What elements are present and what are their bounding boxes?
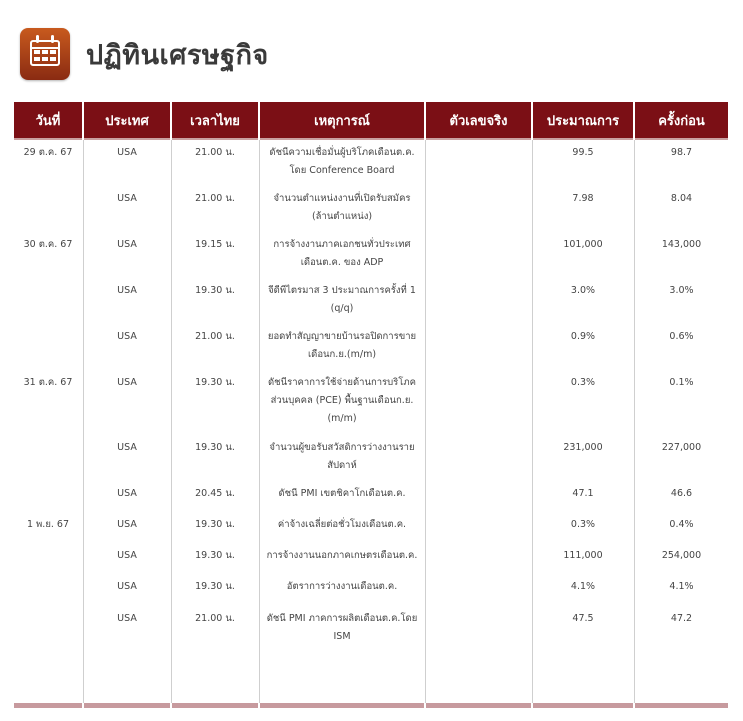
cell-time: 21.00 น.: [195, 613, 235, 624]
cell-time: 19.30 น.: [195, 377, 235, 388]
table-footer-bar: [533, 703, 633, 708]
cell-time: 20.45 น.: [195, 488, 235, 499]
cell-forecast: 0.3%: [570, 377, 596, 388]
cell-date: 29 ต.ค. 67: [23, 147, 73, 158]
cell-forecast: 231,000: [563, 442, 603, 453]
cell-event: อัตราการว่างงานเดือนต.ค.: [286, 581, 398, 592]
cell-previous: 254,000: [661, 550, 702, 561]
cell-country: USA: [117, 613, 137, 624]
table-footer-bar: [426, 703, 531, 708]
cell-event: จีดีพีไตรมาส 3 ประมาณการครั้งที่ 1 (q/q): [268, 285, 416, 314]
col-header-country: ประเทศ: [84, 102, 170, 140]
cell-previous: 0.4%: [669, 519, 694, 530]
cell-country: USA: [117, 442, 137, 453]
cell-forecast: 0.3%: [570, 519, 596, 530]
table-footer-bar: [172, 703, 258, 708]
column-divider: [259, 140, 260, 703]
col-header-event: เหตุการณ์: [260, 102, 424, 140]
cell-forecast: 47.1: [572, 488, 594, 499]
cell-time: 21.00 น.: [195, 147, 235, 158]
cell-event: ค่าจ้างเฉลี่ยต่อชั่วโมงเดือนต.ค.: [277, 519, 407, 530]
cell-date: 31 ต.ค. 67: [23, 377, 73, 388]
cell-date: 1 พ.ย. 67: [26, 519, 70, 530]
cell-time: 19.30 น.: [195, 442, 235, 453]
cell-previous: 0.6%: [669, 331, 694, 342]
cell-previous: 98.7: [670, 147, 693, 158]
cell-previous: 143,000: [661, 239, 702, 250]
cell-event: ดัชนีราคาการใช้จ่ายด้านการบริโภคส่วนบุคคล (PCE) พื้นฐานเดือนก.ย. (m/m): [267, 377, 417, 424]
cell-event: การจ้างงานภาคเอกชนทั่วประเทศ เดือนต.ค. ของ ADP: [273, 239, 411, 268]
cell-forecast: 47.5: [572, 613, 594, 624]
cell-country: USA: [117, 550, 137, 561]
cell-forecast: 4.1%: [570, 581, 596, 592]
cell-forecast: 3.0%: [570, 285, 596, 296]
cell-time: 19.30 น.: [195, 550, 235, 561]
cell-forecast: 111,000: [563, 550, 603, 561]
cell-forecast: 101,000: [563, 239, 603, 250]
cell-previous: 46.6: [670, 488, 693, 499]
col-header-actual: ตัวเลขจริง: [426, 102, 531, 140]
cell-time: 19.15 น.: [195, 239, 235, 250]
cell-forecast: 0.9%: [570, 331, 596, 342]
cell-previous: 8.04: [670, 193, 693, 204]
cell-country: USA: [117, 239, 137, 250]
cell-forecast: 99.5: [572, 147, 594, 158]
col-header-forecast: ประมาณการ: [533, 102, 633, 140]
col-header-date: วันที่: [14, 102, 82, 140]
calendar-icon: [20, 28, 70, 80]
cell-forecast: 7.98: [572, 193, 594, 204]
cell-previous: 227,000: [661, 442, 702, 453]
col-header-time: เวลาไทย: [172, 102, 258, 140]
cell-country: USA: [117, 581, 137, 592]
cell-event: ยอดทำสัญญาขายบ้านรอปิดการขาย เดือนก.ย.(m/m): [267, 331, 417, 360]
page-header: [20, 26, 269, 82]
cell-time: 19.30 น.: [195, 285, 235, 296]
cell-country: USA: [117, 285, 137, 296]
cell-event: การจ้างงานนอกภาคเกษตรเดือนต.ค.: [266, 550, 418, 561]
cell-previous: 4.1%: [669, 581, 694, 592]
cell-event: ดัชนีความเชื่อมั่นผู้บริโภคเดือนต.ค. โดย Conference Board: [269, 147, 415, 176]
table-footer-bar: [14, 703, 82, 708]
cell-event: จำนวนผู้ขอรับสวัสดิการว่างงานรายสัปดาห์: [269, 442, 415, 471]
table-header: [14, 102, 728, 140]
cell-date: 30 ต.ค. 67: [23, 239, 73, 250]
cell-country: USA: [117, 519, 137, 530]
cell-previous: 47.2: [670, 613, 693, 624]
cell-previous: 0.1%: [669, 377, 694, 388]
cell-country: USA: [117, 488, 137, 499]
cell-time: 21.00 น.: [195, 193, 235, 204]
table-footer-bar: [635, 703, 728, 708]
cell-event: จำนวนตำแหน่งงานที่เปิดรับสมัคร (ล้านตำแหน่ง): [273, 193, 411, 222]
cell-country: USA: [117, 147, 137, 158]
cell-country: USA: [117, 377, 137, 388]
page-title: ปฏิทินเศรษฐกิจ: [86, 39, 269, 71]
cell-time: 19.30 น.: [195, 581, 235, 592]
cell-event: ดัชนี PMI ภาคการผลิตเดือนต.ค.โดย ISM: [266, 613, 418, 642]
cell-country: USA: [117, 331, 137, 342]
table-footer-bar: [84, 703, 170, 708]
cell-time: 19.30 น.: [195, 519, 235, 530]
cell-previous: 3.0%: [669, 285, 694, 296]
table-footer-bar: [260, 703, 424, 708]
cell-time: 21.00 น.: [195, 331, 235, 342]
cell-country: USA: [117, 193, 137, 204]
col-header-previous: ครั้งก่อน: [635, 102, 728, 140]
column-divider: [425, 140, 426, 703]
cell-event: ดัชนี PMI เขตชิคาโกเดือนต.ค.: [278, 488, 406, 499]
